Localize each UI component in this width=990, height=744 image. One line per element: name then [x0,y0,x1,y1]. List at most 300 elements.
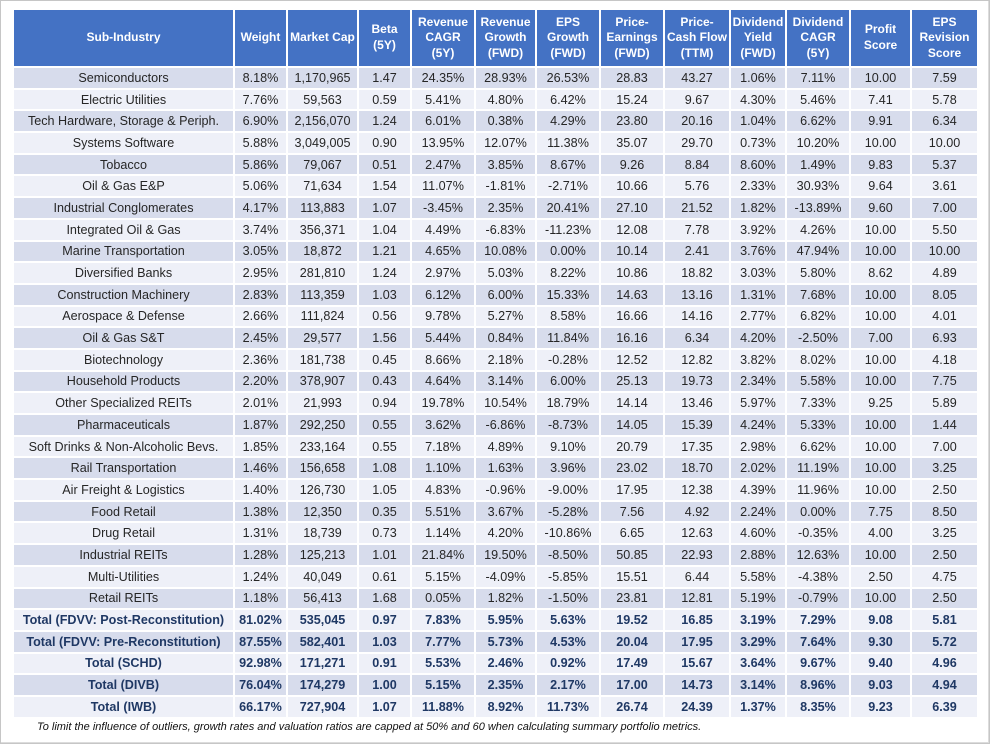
value-cell: 8.22% [536,262,600,284]
value-cell: 8.02% [786,349,850,371]
value-cell: 7.68% [786,284,850,306]
value-cell: 6.00% [475,284,536,306]
value-cell: 4.94 [911,674,977,696]
value-cell: 11.73% [536,696,600,718]
value-cell: 7.75 [911,371,977,393]
value-cell: 356,371 [287,219,358,241]
value-cell: 12.63 [664,522,730,544]
value-cell: 0.43 [358,371,411,393]
value-cell: 1,170,965 [287,67,358,89]
value-cell: 10.00 [850,306,911,328]
column-header: Revenue CAGR (5Y) [411,10,475,67]
value-cell: 0.97 [358,609,411,631]
value-cell: 5.73% [475,631,536,653]
value-cell: 12.38 [664,479,730,501]
column-header: Market Cap [287,10,358,67]
value-cell: 5.41% [411,89,475,111]
column-header: Profit Score [850,10,911,67]
value-cell: 1.03 [358,631,411,653]
value-cell: 4.30% [730,89,786,111]
value-cell: -2.50% [786,327,850,349]
total-label-cell: Total (IWB) [14,696,234,718]
value-cell: 0.00% [786,501,850,523]
value-cell: 156,658 [287,457,358,479]
value-cell: 15.24 [600,89,664,111]
value-cell: 4.75 [911,566,977,588]
value-cell: 3.64% [730,653,786,675]
value-cell: 2.20% [234,371,287,393]
value-cell: 24.35% [411,67,475,89]
value-cell: 56,413 [287,588,358,610]
value-cell: 5.46% [786,89,850,111]
value-cell: 1.21 [358,241,411,263]
value-cell: 59,563 [287,89,358,111]
value-cell: 1.07 [358,696,411,718]
value-cell: 2.95% [234,262,287,284]
sub-industry-cell: Soft Drinks & Non-Alcoholic Bevs. [14,436,234,458]
value-cell: 11.07% [411,175,475,197]
value-cell: 0.00% [536,241,600,263]
table-body [14,67,977,718]
value-cell: 7.00 [911,436,977,458]
sub-industry-cell: Air Freight & Logistics [14,479,234,501]
value-cell: 1.24% [234,566,287,588]
value-cell: 1.31% [234,522,287,544]
value-cell: 6.82% [786,306,850,328]
value-cell: 1.04 [358,219,411,241]
value-cell: 4.00 [850,522,911,544]
value-cell: 8.18% [234,67,287,89]
value-cell: 3.82% [730,349,786,371]
sub-industry-cell: Pharmaceuticals [14,414,234,436]
value-cell: 5.06% [234,175,287,197]
sub-industry-cell: Biotechnology [14,349,234,371]
value-cell: 10.00 [850,436,911,458]
value-cell: 7.64% [786,631,850,653]
value-cell: 7.78 [664,219,730,241]
value-cell: 4.53% [536,631,600,653]
value-cell: 9.83 [850,154,911,176]
value-cell: 4.18 [911,349,977,371]
value-cell: 2.24% [730,501,786,523]
sub-industry-cell: Food Retail [14,501,234,523]
value-cell: 10.00 [850,414,911,436]
value-cell: 5.44% [411,327,475,349]
value-cell: 1.47 [358,67,411,89]
value-cell: 15.67 [664,653,730,675]
value-cell: 2.17% [536,674,600,696]
value-cell: 13.46 [664,392,730,414]
value-cell: 11.84% [536,327,600,349]
value-cell: 2.97% [411,262,475,284]
sub-industry-cell: Oil & Gas E&P [14,175,234,197]
value-cell: 8.96% [786,674,850,696]
table-row [14,349,977,371]
value-cell: -9.00% [536,479,600,501]
value-cell: 21.84% [411,544,475,566]
value-cell: 0.05% [411,588,475,610]
total-label-cell: Total (SCHD) [14,653,234,675]
value-cell: 0.90 [358,132,411,154]
value-cell: 6.62% [786,110,850,132]
value-cell: 16.16 [600,327,664,349]
value-cell: 113,883 [287,197,358,219]
table-row [14,132,977,154]
value-cell: 2.01% [234,392,287,414]
value-cell: 3.29% [730,631,786,653]
value-cell: 0.61 [358,566,411,588]
value-cell: 6.42% [536,89,600,111]
value-cell: 10.00 [850,349,911,371]
value-cell: 1.24 [358,110,411,132]
value-cell: 0.56 [358,306,411,328]
value-cell: 14.16 [664,306,730,328]
value-cell: -4.38% [786,566,850,588]
value-cell: 2.35% [475,674,536,696]
value-cell: 8.05 [911,284,977,306]
total-row [14,674,977,696]
value-cell: 2.47% [411,154,475,176]
value-cell: 1.85% [234,436,287,458]
sub-industry-cell: Marine Transportation [14,241,234,263]
value-cell: 1.01 [358,544,411,566]
value-cell: 12.63% [786,544,850,566]
value-cell: 6.65 [600,522,664,544]
value-cell: 1.07 [358,197,411,219]
value-cell: 0.84% [475,327,536,349]
value-cell: 171,271 [287,653,358,675]
value-cell: 3,049,005 [287,132,358,154]
value-cell: 11.96% [786,479,850,501]
value-cell: -0.28% [536,349,600,371]
value-cell: 1.37% [730,696,786,718]
value-cell: -8.50% [536,544,600,566]
total-label-cell: Total (FDVV: Pre-Reconstitution) [14,631,234,653]
value-cell: 6.90% [234,110,287,132]
value-cell: 6.39 [911,696,977,718]
value-cell: -1.50% [536,588,600,610]
value-cell: 1.49% [786,154,850,176]
sub-industry-cell: Household Products [14,371,234,393]
value-cell: 3.92% [730,219,786,241]
value-cell: 6.01% [411,110,475,132]
value-cell: 7.75 [850,501,911,523]
value-cell: 5.50 [911,219,977,241]
value-cell: 2.46% [475,653,536,675]
value-cell: 15.33% [536,284,600,306]
column-header: Price-Cash Flow (TTM) [664,10,730,67]
value-cell: 2.33% [730,175,786,197]
value-cell: 1.46% [234,457,287,479]
value-cell: 111,824 [287,306,358,328]
value-cell: 2.98% [730,436,786,458]
value-cell: 5.72 [911,631,977,653]
value-cell: 26.53% [536,67,600,89]
value-cell: 18,872 [287,241,358,263]
value-cell: 7.41 [850,89,911,111]
value-cell: 17.49 [600,653,664,675]
value-cell: 19.73 [664,371,730,393]
value-cell: 5.58% [730,566,786,588]
value-cell: 8.92% [475,696,536,718]
value-cell: 12.08 [600,219,664,241]
value-cell: 29,577 [287,327,358,349]
value-cell: 7.76% [234,89,287,111]
value-cell: 4.96 [911,653,977,675]
value-cell: 4.26% [786,219,850,241]
value-cell: 6.93 [911,327,977,349]
table-row [14,89,977,111]
value-cell: 0.94 [358,392,411,414]
table-row [14,479,977,501]
value-cell: 4.92 [664,501,730,523]
value-cell: 535,045 [287,609,358,631]
header-row [14,10,977,67]
value-cell: 10.00 [850,284,911,306]
sub-industry-cell: Retail REITs [14,588,234,610]
value-cell: -11.23% [536,219,600,241]
table-row [14,414,977,436]
value-cell: 5.97% [730,392,786,414]
value-cell: 20.41% [536,197,600,219]
value-cell: 1.03 [358,284,411,306]
value-cell: 1.04% [730,110,786,132]
value-cell: 3.25 [911,457,977,479]
value-cell: 113,359 [287,284,358,306]
value-cell: 0.73% [730,132,786,154]
value-cell: 1.63% [475,457,536,479]
value-cell: 4.83% [411,479,475,501]
value-cell: 12.07% [475,132,536,154]
value-cell: 281,810 [287,262,358,284]
value-cell: 0.55 [358,414,411,436]
value-cell: 4.17% [234,197,287,219]
value-cell: -8.73% [536,414,600,436]
total-row [14,631,977,653]
value-cell: 2.83% [234,284,287,306]
value-cell: 5.53% [411,653,475,675]
value-cell: 13.16 [664,284,730,306]
value-cell: 5.95% [475,609,536,631]
sub-industry-cell: Industrial REITs [14,544,234,566]
sub-industry-cell: Semiconductors [14,67,234,89]
value-cell: 4.89 [911,262,977,284]
value-cell: 14.63 [600,284,664,306]
value-cell: 23.02 [600,457,664,479]
value-cell: 2.88% [730,544,786,566]
value-cell: 11.88% [411,696,475,718]
value-cell: 5.27% [475,306,536,328]
table-row [14,501,977,523]
value-cell: 18.70 [664,457,730,479]
value-cell: 5.15% [411,674,475,696]
sub-industry-cell: Oil & Gas S&T [14,327,234,349]
value-cell: 9.25 [850,392,911,414]
value-cell: 2.35% [475,197,536,219]
value-cell: 19.78% [411,392,475,414]
value-cell: 14.05 [600,414,664,436]
value-cell: 7.59 [911,67,977,89]
value-cell: 2.77% [730,306,786,328]
table-row [14,284,977,306]
sub-industry-cell: Diversified Banks [14,262,234,284]
value-cell: 5.51% [411,501,475,523]
value-cell: 10.14 [600,241,664,263]
value-cell: 7.33% [786,392,850,414]
value-cell: 6.34 [911,110,977,132]
value-cell: -1.81% [475,175,536,197]
value-cell: 6.00% [536,371,600,393]
table-row [14,262,977,284]
value-cell: 12,350 [287,501,358,523]
value-cell: 10.00 [850,371,911,393]
value-cell: 3.96% [536,457,600,479]
value-cell: 18.82 [664,262,730,284]
value-cell: 11.19% [786,457,850,479]
value-cell: -0.79% [786,588,850,610]
value-cell: 10.00 [911,241,977,263]
value-cell: 43.27 [664,67,730,89]
sub-industry-cell: Tech Hardware, Storage & Periph. [14,110,234,132]
value-cell: 25.13 [600,371,664,393]
sub-industry-cell: Tobacco [14,154,234,176]
value-cell: 1.08 [358,457,411,479]
value-cell: 5.37 [911,154,977,176]
value-cell: 1.18% [234,588,287,610]
value-cell: 6.12% [411,284,475,306]
column-header: Sub-Industry [14,10,234,67]
value-cell: 3.62% [411,414,475,436]
value-cell: 2.66% [234,306,287,328]
value-cell: 9.91 [850,110,911,132]
value-cell: 0.59 [358,89,411,111]
value-cell: 1.56 [358,327,411,349]
value-cell: 20.04 [600,631,664,653]
value-cell: 26.74 [600,696,664,718]
value-cell: 4.60% [730,522,786,544]
value-cell: 5.58% [786,371,850,393]
value-cell: 3.03% [730,262,786,284]
value-cell: 13.95% [411,132,475,154]
value-cell: 10.00 [850,241,911,263]
value-cell: 87.55% [234,631,287,653]
value-cell: 2.50 [850,566,911,588]
value-cell: 1.14% [411,522,475,544]
table-row [14,457,977,479]
value-cell: 16.85 [664,609,730,631]
value-cell: 5.63% [536,609,600,631]
value-cell: 7.00 [850,327,911,349]
value-cell: 5.03% [475,262,536,284]
value-cell: 15.51 [600,566,664,588]
value-cell: 1.31% [730,284,786,306]
value-cell: 4.24% [730,414,786,436]
value-cell: 21,993 [287,392,358,414]
value-cell: 8.58% [536,306,600,328]
table-row [14,241,977,263]
value-cell: 20.79 [600,436,664,458]
value-cell: 0.55 [358,436,411,458]
value-cell: 4.39% [730,479,786,501]
footnote: To limit the influence of outliers, growth rates and valuation ratios are capped at 50% and 60 when calculating summary portfolio metrics. [37,721,702,733]
value-cell: 5.88% [234,132,287,154]
value-cell: 2.41 [664,241,730,263]
value-cell: 14.73 [664,674,730,696]
value-cell: 5.78 [911,89,977,111]
sub-industry-cell: Construction Machinery [14,284,234,306]
value-cell: 126,730 [287,479,358,501]
value-cell: 17.95 [664,631,730,653]
value-cell: 10.00 [850,132,911,154]
value-cell: 8.62 [850,262,911,284]
value-cell: 5.33% [786,414,850,436]
value-cell: -5.85% [536,566,600,588]
value-cell: 17.00 [600,674,664,696]
value-cell: 0.45 [358,349,411,371]
value-cell: 10.00 [850,544,911,566]
value-cell: 12.82 [664,349,730,371]
value-cell: 7.18% [411,436,475,458]
value-cell: 8.67% [536,154,600,176]
value-cell: 5.76 [664,175,730,197]
value-cell: 12.52 [600,349,664,371]
sub-industry-cell: Industrial Conglomerates [14,197,234,219]
table-row [14,436,977,458]
value-cell: 10.00 [850,479,911,501]
value-cell: 81.02% [234,609,287,631]
sub-industry-cell: Multi-Utilities [14,566,234,588]
value-cell: 15.39 [664,414,730,436]
value-cell: 18,739 [287,522,358,544]
value-cell: 7.83% [411,609,475,631]
table-row [14,110,977,132]
value-cell: -2.71% [536,175,600,197]
value-cell: 20.16 [664,110,730,132]
table-row [14,522,977,544]
value-cell: 2.34% [730,371,786,393]
value-cell: 1.38% [234,501,287,523]
total-row [14,653,977,675]
sub-industry-cell: Aerospace & Defense [14,306,234,328]
sub-industry-cell: Integrated Oil & Gas [14,219,234,241]
value-cell: 9.40 [850,653,911,675]
sub-industry-cell: Rail Transportation [14,457,234,479]
value-cell: 3.14% [475,371,536,393]
value-cell: 0.73 [358,522,411,544]
value-cell: -3.45% [411,197,475,219]
value-cell: 71,634 [287,175,358,197]
column-header: Beta (5Y) [358,10,411,67]
value-cell: 8.50 [911,501,977,523]
value-cell: 12.81 [664,588,730,610]
value-cell: 4.49% [411,219,475,241]
value-cell: 24.39 [664,696,730,718]
value-cell: 1.82% [475,588,536,610]
value-cell: 66.17% [234,696,287,718]
value-cell: 10.54% [475,392,536,414]
value-cell: 2,156,070 [287,110,358,132]
value-cell: 22.93 [664,544,730,566]
value-cell: 19.52 [600,609,664,631]
value-cell: 5.86% [234,154,287,176]
value-cell: 181,738 [287,349,358,371]
value-cell: 9.67 [664,89,730,111]
column-header: Dividend CAGR (5Y) [786,10,850,67]
column-header: EPS Growth (FWD) [536,10,600,67]
value-cell: 4.65% [411,241,475,263]
value-cell: 1.68 [358,588,411,610]
value-cell: 3.67% [475,501,536,523]
